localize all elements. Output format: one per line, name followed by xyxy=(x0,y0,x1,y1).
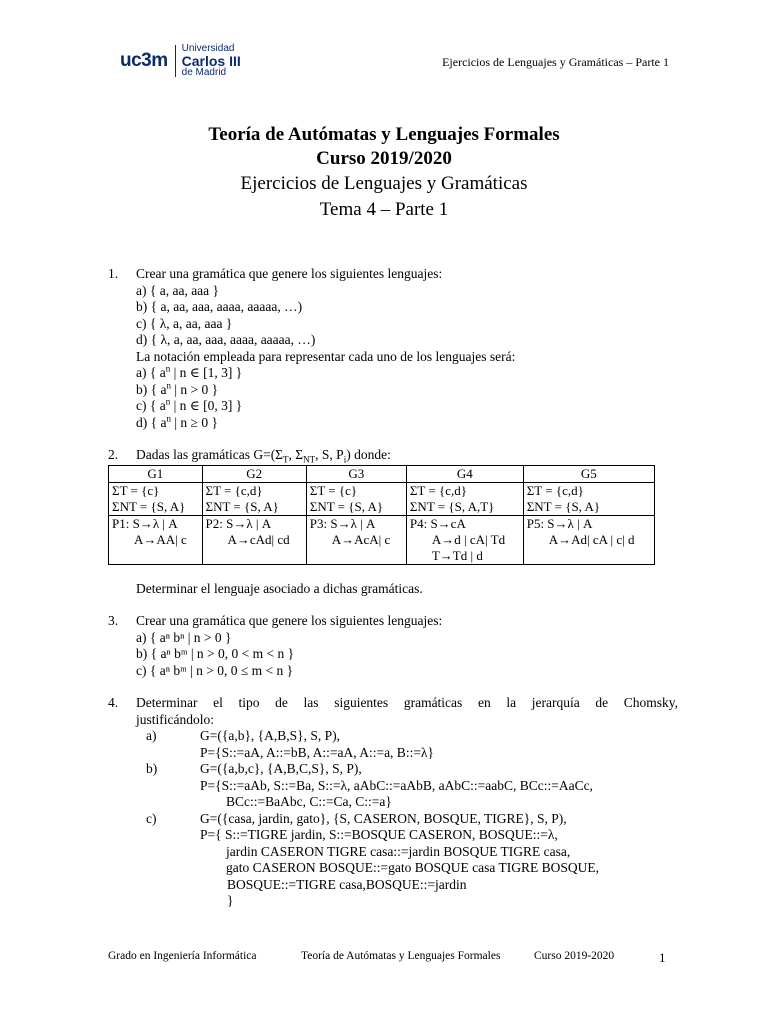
exercise-1-item-d: d) { λ, a, aa, aaa, aaaa, aaaaa, …) xyxy=(136,332,316,347)
footer-year: Curso 2019-2020 xyxy=(534,950,615,962)
exercise-4-c-line-4: gato CASERON BOSQUE::=gato BOSQUE casa TIGRE BOSQUE, xyxy=(226,860,599,875)
title-subject: Teoría de Autómatas y Lenguajes Formales xyxy=(208,124,560,145)
table-cell: P5: S→λ | A A→Ad| cA | c| d xyxy=(523,515,654,564)
exercise-4-c-productions: P={ S::=TIGRE jardin, S::=BOSQUE CASERON, BOSQUE::=λ, xyxy=(200,827,558,842)
exercise-4-a-productions: P={S::=aA, A::=bB, A::=aA, A::=a, B::=λ} xyxy=(200,744,434,760)
logo-line-2: Carlos III xyxy=(181,53,241,69)
exercise-1-notation: La notación empleada para representar cada uno de los lenguajes será: xyxy=(136,348,516,364)
exercise-4-intro-2: justificándolo: xyxy=(136,711,214,727)
exercise-1-item-b: b) { a, aa, aaa, aaaa, aaaaa, …) xyxy=(136,299,303,314)
exercise-number: 1. xyxy=(108,266,119,281)
table-header: G5 xyxy=(523,465,654,482)
table-header: G3 xyxy=(306,465,406,482)
grammar-table xyxy=(108,465,655,565)
exercise-4-item-a: a) G=({a,b}, {A,B,S}, S, P), xyxy=(146,728,341,743)
notation-a: a) { $a^n$ | n ∈ [1, 3] } xyxy=(136,363,243,380)
exercise-4-b-productions-cont: BCc::=BaAbc, C::=Ca, C::=a} xyxy=(226,794,392,809)
exercise-4-b-productions: P={S::=aAb, S::=Ba, S::=λ, aAbC::=aAbB, aAbC::=aabC, BCc::=AaCc, xyxy=(200,777,593,793)
table-cell: P1: S→λ | A A→AA| c xyxy=(109,515,203,564)
exercise-4 xyxy=(108,695,678,910)
logo-university-name xyxy=(182,44,241,78)
exercise-3-item-b: b) { aⁿ bᵐ | n > 0, 0 < m < n } xyxy=(136,646,295,661)
logo-uc3m: uc3m xyxy=(120,50,168,71)
exercise-3 xyxy=(108,613,678,679)
notation-b: b) { $a^n$ | n > 0 } xyxy=(136,380,219,397)
university-logo xyxy=(120,44,241,78)
table-header: G2 xyxy=(202,465,306,482)
table-cell: ΣT = {c} ΣNT = {S, A} xyxy=(306,482,406,515)
title-exercises: Ejercicios de Lenguajes y Gramáticas xyxy=(240,173,528,194)
table-cell: ΣT = {c,d} ΣNT = {S, A} xyxy=(523,482,654,515)
notation-d: d) { $a^n$ | n ≥ 0 } xyxy=(136,413,218,430)
notation-c: c) { $a^n$ | n ∈ [0, 3] } xyxy=(136,396,243,413)
exercise-3-item-a: a) { aⁿ bⁿ | n > 0 } xyxy=(136,629,232,645)
exercise-2-question: Determinar el lenguaje asociado a dichas gramáticas. xyxy=(136,580,423,596)
table-cell: ΣT = {c,d} ΣNT = {S, A} xyxy=(202,482,306,515)
title-block xyxy=(0,123,768,223)
logo-divider xyxy=(175,45,176,77)
exercise-4-item-c: c) G=({casa, jardin, gato}, {S, CASERON, BOSQUE, TIGRE}, S, P), xyxy=(146,810,567,826)
exercise-1-intro: Crear una gramática que genere los siguientes lenguajes: xyxy=(136,266,443,281)
exercise-number: 2. xyxy=(108,447,119,462)
running-header: Ejercicios de Lenguajes y Gramáticas – Parte 1 xyxy=(442,55,669,69)
table-cell: P2: S→λ | A A→cAd| cd xyxy=(202,515,306,564)
table-cell: P4: S→cA A→d | cA| Td T→Td | d xyxy=(406,515,523,564)
logo-line-1: Universidad xyxy=(181,43,235,54)
exercise-4-item-b: b) G=({a,b,c}, {A,B,C,S}, S, P), xyxy=(146,761,362,776)
exercise-3-intro: Crear una gramática que genere los siguientes lenguajes: xyxy=(136,613,443,628)
table-cell: P3: S→λ | A A→AcA| c xyxy=(306,515,406,564)
logo-line-3: de Madrid xyxy=(181,67,227,78)
page-number: 1 xyxy=(659,950,666,965)
exercise-4-intro-1: Determinar el tipo de las siguientes gramáticas en la jerarquía de Chomsky, xyxy=(136,695,678,710)
exercise-1-item-c: c) { λ, a, aa, aaa } xyxy=(136,315,233,331)
exercise-2-intro: Dadas las gramáticas $G=(\Sigma_T$, $\Sigma_{NT}$, S, $P_i$) donde: xyxy=(136,447,391,465)
exercise-1-item-a: a) { a, aa, aaa } xyxy=(136,282,220,298)
table-row xyxy=(109,482,655,515)
exercise-4-c-close: } xyxy=(227,893,234,908)
table-row xyxy=(109,515,655,564)
table-header-row xyxy=(109,465,655,482)
exercise-number: 4. xyxy=(108,695,119,710)
table-cell: ΣT = {c,d} ΣNT = {S, A,T} xyxy=(406,482,523,515)
exercise-4-c-line-3: jardin CASERON TIGRE casa::=jardin BOSQUE TIGRE casa, xyxy=(226,843,571,859)
table-header: G4 xyxy=(406,465,523,482)
exercise-2 xyxy=(108,447,678,597)
exercise-3-item-c: c) { aⁿ bᵐ | n > 0, 0 ≤ m < n } xyxy=(136,662,294,678)
title-topic: Tema 4 – Parte 1 xyxy=(319,199,449,220)
exercise-1 xyxy=(108,266,678,431)
table-cell: ΣT = {c} ΣNT = {S, A} xyxy=(109,482,203,515)
table-header: G1 xyxy=(109,465,203,482)
exercise-list xyxy=(108,266,678,910)
exercise-4-c-line-5: BOSQUE::=TIGRE casa,BOSQUE::=jardin xyxy=(227,876,467,892)
exercise-number: 3. xyxy=(108,613,119,628)
title-course: Curso 2019/2020 xyxy=(316,148,452,169)
footer-degree: Grado en Ingeniería Informática xyxy=(108,950,257,962)
footer-course: Teoría de Autómatas y Lenguajes Formales xyxy=(301,950,501,962)
